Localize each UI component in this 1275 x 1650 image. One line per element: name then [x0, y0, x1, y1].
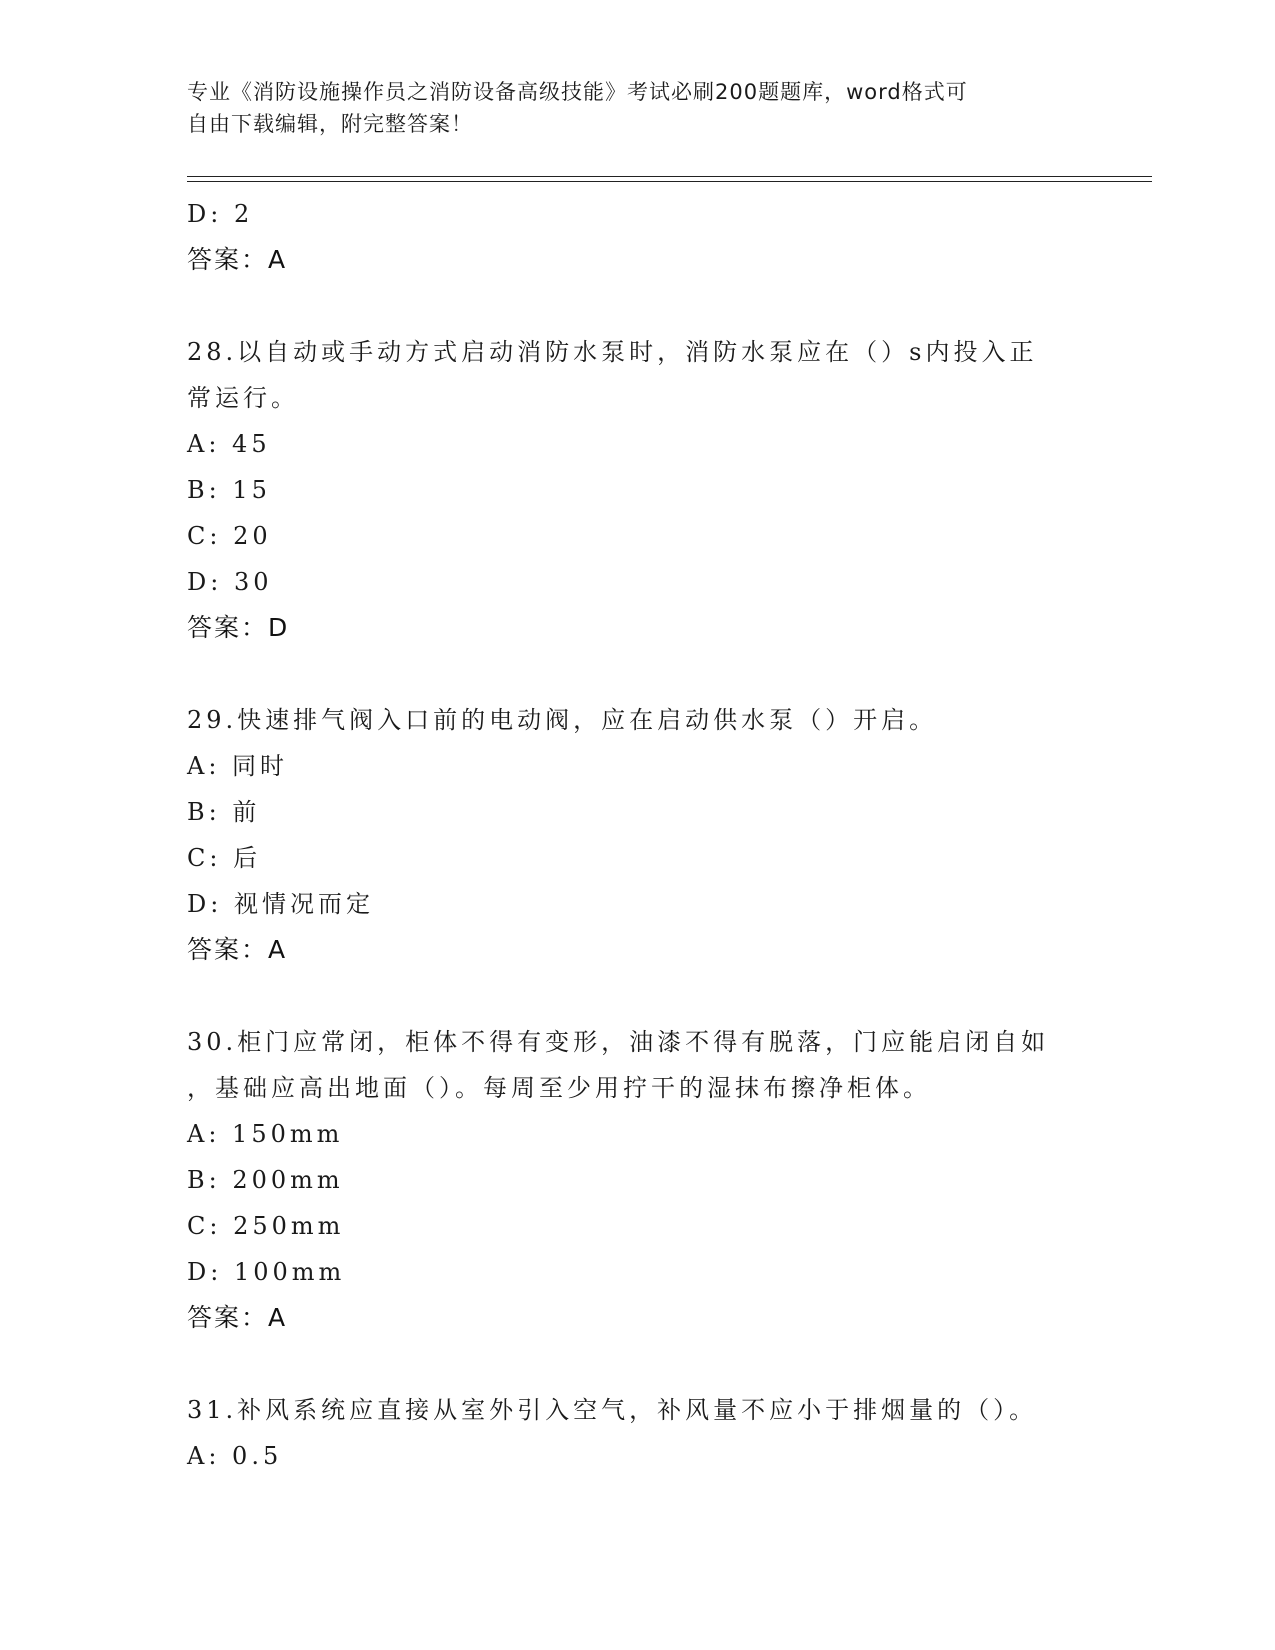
- page-header: [187, 76, 1067, 140]
- option-c: C: 250mm: [187, 1212, 345, 1240]
- header-line-2: 自由下载编辑，附完整答案！: [187, 112, 473, 136]
- option-b: B: 200mm: [187, 1166, 344, 1194]
- question-text: [187, 697, 1067, 743]
- option-c: C: 后: [187, 844, 262, 872]
- option-a: A: 45: [187, 430, 271, 458]
- option-d: D: 视情况而定: [187, 890, 374, 918]
- question-text: [187, 1019, 1067, 1111]
- option-c: C: 20: [187, 522, 272, 550]
- option-a: A: 同时: [187, 752, 289, 780]
- question-29: [187, 697, 1087, 973]
- option-a: A: 150mm: [187, 1120, 344, 1148]
- header-divider: [187, 176, 1152, 182]
- question-text-line: 29.快速排气阀入口前的电动阀，应在启动供水泵（）开启。: [187, 706, 938, 734]
- question-text-line: 30.柜门应常闭，柜体不得有变形，油漆不得有脱落，门应能启闭自如: [187, 1028, 1050, 1056]
- question-content: [187, 191, 1087, 1479]
- option-b: B: 15: [187, 476, 271, 504]
- option-d: D: 30: [187, 568, 273, 596]
- option-d: D: 100mm: [187, 1258, 346, 1286]
- question-text: [187, 1387, 1067, 1433]
- option-d: D: 2: [187, 200, 254, 228]
- answer-line: 答案：D: [187, 613, 290, 642]
- question-31: [187, 1387, 1087, 1479]
- option-b: B: 前: [187, 798, 261, 826]
- option-a: A: 0.5: [187, 1442, 283, 1470]
- answer-line: 答案：A: [187, 245, 288, 274]
- question-text-line: ，基础应高出地面（）。每周至少用拧干的湿抹布擦净柜体。: [187, 1074, 931, 1102]
- question-text-line: 28.以自动或手动方式启动消防水泵时，消防水泵应在（）s内投入正: [187, 338, 1038, 366]
- question-text-line: 常运行。: [187, 384, 299, 412]
- question-text: [187, 329, 1067, 421]
- header-line-1: 专业《消防设施操作员之消防设备高级技能》考试必刷200题题库，word格式可: [187, 80, 968, 104]
- answer-line: 答案：A: [187, 935, 288, 964]
- question-text-line: 31.补风系统应直接从室外引入空气，补风量不应小于排烟量的（）。: [187, 1396, 1038, 1424]
- question-30: [187, 1019, 1087, 1341]
- question-28: [187, 329, 1087, 651]
- answer-line: 答案：A: [187, 1303, 288, 1332]
